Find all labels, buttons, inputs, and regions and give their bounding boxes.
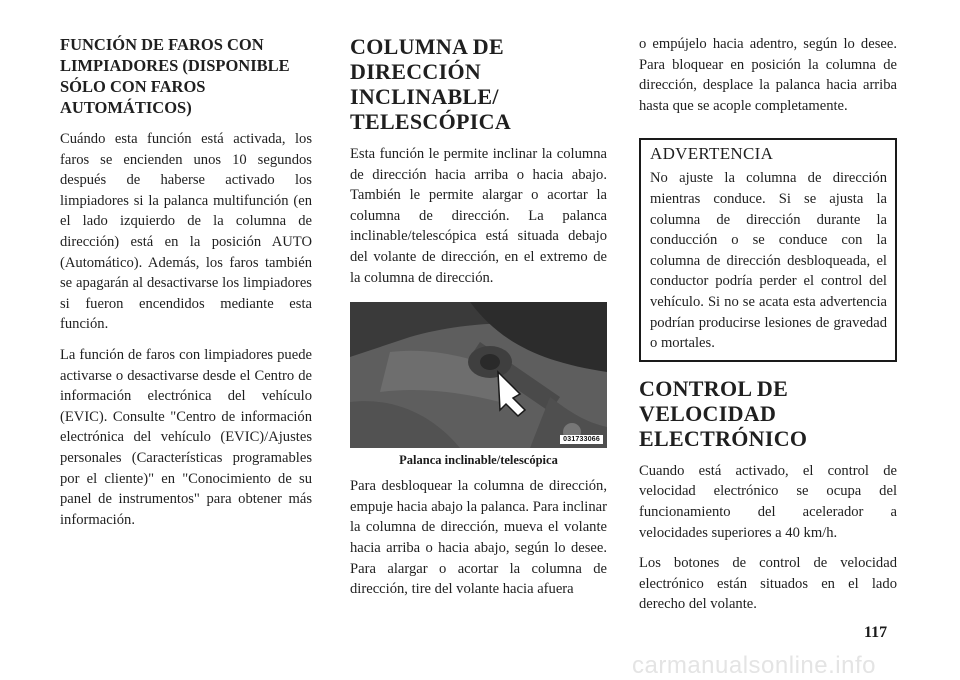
paragraph: o empújelo hacia adentro, según lo desee. Para bloquear en posición la columna de dirección, desplace la palanca hacia arriba hasta que se acople completamente.	[639, 36, 897, 114]
section-heading-tilt-telescopic: COLUMNA DE DIRECCIÓN INCLINABLE/ TELESCÓPICA	[350, 34, 512, 134]
figure-code: 031733066	[560, 435, 603, 444]
watermark: carmanualsonline.info	[632, 652, 876, 679]
warning-text: No ajuste la columna de dirección mientras conduce. Si se ajusta la columna de dirección durante la conducción o se conduce con la columna de dirección desbloqueada, el conductor podría perder el control del vehículo. Si no se acata esta advertencia podrían producirse lesiones de gravedad o mortales.	[650, 170, 887, 352]
column-left	[60, 34, 312, 540]
paragraph: La función de faros con limpiadores puede activarse o desactivarse desde el Centro de información electrónica del vehículo (EVIC). Consulte "Centro de información electrónica del vehículo (EVIC)/Ajustes personales (Características programables por el cliente)" en "Conocimiento de su panel de instrumentos" para obtener más información.	[60, 346, 312, 528]
paragraph: Cuando está activado, el control de velocidad electrónico se ocupa del funcionamiento del acelerador a velocidades superiores a 40 km/h.	[639, 462, 897, 541]
section-heading-headlights-wipers: FUNCIÓN DE FAROS CON LIMPIADORES (DISPONIBLE SÓLO CON FAROS AUTOMÁTICOS)	[60, 35, 290, 117]
paragraph: Los botones de control de velocidad electrónico están situados en el lado derecho del volante.	[639, 555, 897, 613]
column-right	[639, 34, 897, 625]
figure-caption: Palanca inclinable/telescópica	[399, 453, 558, 468]
steering-column-photo	[350, 302, 607, 448]
paragraph: Esta función le permite inclinar la columna de dirección hacia arriba o hacia abajo. También le permite alargar o acortar la columna de dirección. La palanca inclinable/telescópica está situada debajo del volante de dirección, en el extremo de la columna de dirección.	[350, 146, 607, 286]
column-middle	[350, 34, 607, 610]
warning-title: ADVERTENCIA	[650, 144, 774, 164]
page-number: 117	[864, 624, 888, 641]
paragraph: Cuándo esta función está activada, los faros se encienden unos 10 segundos después de haberse activado los limpiadores si la palanca multifunción (en el lado izquierdo de la columna de dirección) está en la posición AUTO (Automático). Además, los faros también se apagarán al desactivarse los limpiadores si fueron encendidos mediante esta función.	[60, 131, 312, 333]
warning-box	[639, 138, 897, 361]
paragraph: Para desbloquear la columna de dirección, empuje hacia abajo la palanca. Para inclinar la columna de dirección, mueva el volante hacia arriba o hacia abajo, según lo desee. Para alargar o acortar la columna de dirección, tire del volante hacia afuera	[350, 478, 607, 598]
section-heading-speed-control: CONTROL DE VELOCIDAD ELECTRÓNICO	[639, 375, 808, 451]
